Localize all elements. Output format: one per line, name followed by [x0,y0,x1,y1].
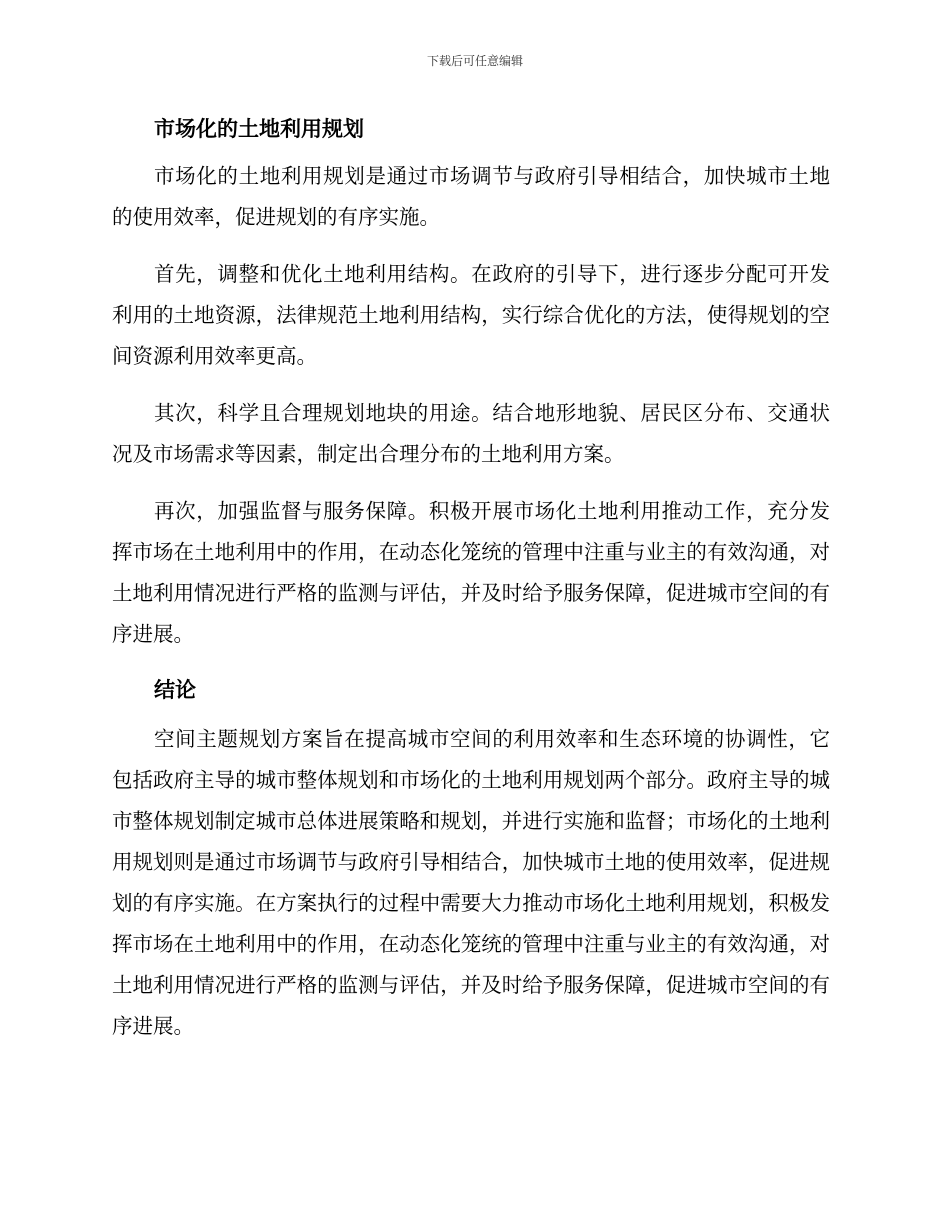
paragraph: 再次，加强监督与服务保障。积极开展市场化土地利用推动工作，充分发挥市场在土地利用中的作用，在动态化笼统的管理中注重与业主的有效沟通，对土地利用情况进行严格的监测与评估，并及时给予服务保障，促进城市空间的有序进展。 [112,499,830,646]
paragraph: 市场化的土地利用规划是通过市场调节与政府引导相结合，加快城市土地的使用效率，促进规划的有序实施。 [112,164,830,229]
page-header: 下载后可任意编辑 [426,54,523,68]
section-heading-conclusion: 结论 [154,677,196,702]
document-body [112,108,830,1047]
paragraph: 空间主题规划方案旨在提高城市空间的利用效率和生态环境的协调性，它包括政府主导的城市整体规划和市场化的土地利用规划两个部分。政府主导的城市整体规划制定城市总体进展策略和规划，并进行实施和监督；市场化的土地利用规划则是通过市场调节与政府引导相结合，加快城市土地的使用效率，促进规划的有序实施。在方案执行的过程中需要大力推动市场化土地利用规划，积极发挥市场在土地利用中的作用，在动态化笼统的管理中注重与业主的有效沟通，对土地利用情况进行严格的监测与评估，并及时给予服务保障，促进城市空间的有序进展。 [112,727,830,1038]
section-heading-market-land-use: 市场化的土地利用规划 [154,116,364,141]
paragraph: 其次，科学且合理规划地块的用途。结合地形地貌、居民区分布、交通状况及市场需求等因素，制定出合理分布的土地利用方案。 [112,401,830,466]
paragraph: 首先，调整和优化土地利用结构。在政府的引导下，进行逐步分配可开发利用的土地资源，法律规范土地利用结构，实行综合优化的方法，使得规划的空间资源利用效率更高。 [112,262,830,368]
